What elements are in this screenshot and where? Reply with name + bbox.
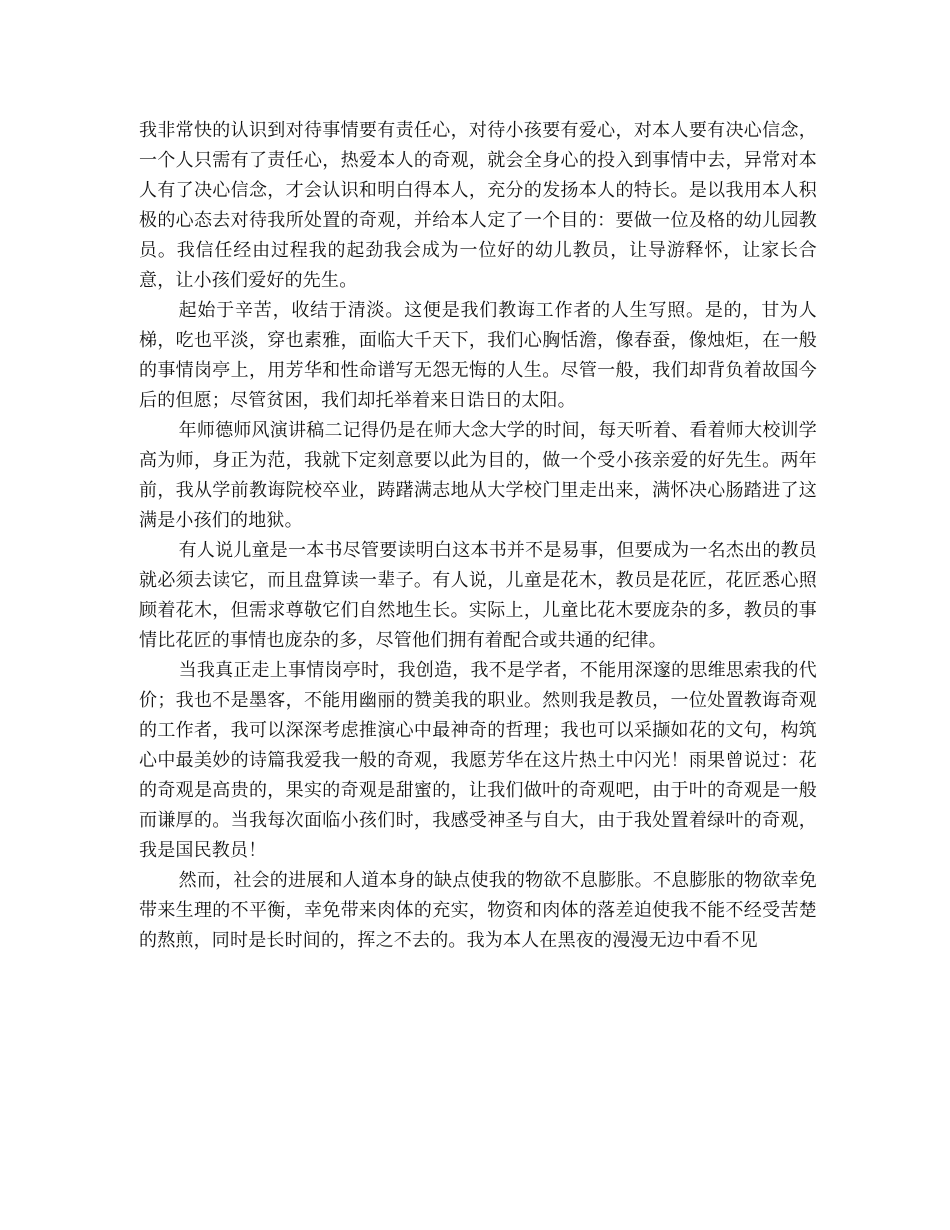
paragraph-2: 起始于辛苦，收结于清淡。这便是我们教诲工作者的人生写照。是的，甘为人梯，吃也平淡，穿也素雅，面临大千天下，我们心胸恬澹，像春蚕，像烛炬，在一般的事情岗亭上，用芳华和性命谱写无怨无悔的人生。尽管一般，我们却背负着故国今后的但愿；尽管贫困，我们却托举着来日诰日的太阳。 bbox=[139, 300, 817, 411]
paragraph-5: 当我真正走上事情岗亭时，我创造，我不是学者，不能用深邃的思维思索我的代价；我也不是墨客，不能用幽丽的赞美我的职业。然则我是教员，一位处置教诲奇观的工作者，我可以深深考虑推演心中最神奇的哲理；我也可以采撷如花的文句，构筑心中最美妙的诗篇我爱我一般的奇观，我愿芳华在这片热土中闪光！雨果曾说过：花的奇观是高贵的，果实的奇观是甜蜜的，让我们做叶的奇观吧，由于叶的奇观是一般而谦厚的。当我每次面临小孩们时，我感受神圣与自大，由于我处置着绿叶的奇观，我是国民教员！ bbox=[139, 660, 817, 861]
paragraph-4: 有人说儿童是一本书尽管要读明白这本书并不是易事，但要成为一名杰出的教员就必须去读它，而且盘算读一辈子。有人说，儿童是花木，教员是花匠，花匠悉心照顾着花木，但需求尊敬它们自然地生长。实际上，儿童比花木要庞杂的多，教员的事情比花匠的事情也庞杂的多，尽管他们拥有着配合或共通的纪律。 bbox=[139, 540, 817, 651]
paragraph-1: 我非常快的认识到对待事情要有责任心，对待小孩要有爱心，对本人要有决心信念，一个人只需有了责任心，热爱本人的奇观，就会全身心的投入到事情中去，异常对本人有了决心信念，才会认识和明白得本人，充分的发扬本人的特长。是以我用本人积极的心态去对待我所处置的奇观，并给本人定了一个目的：要做一位及格的幼儿园教员。我信任经由过程我的起劲我会成为一位好的幼儿教员，让导游释怀，让家长合意，让小孩们爱好的先生。 bbox=[139, 120, 817, 291]
document-body bbox=[139, 116, 817, 956]
paragraph-3: 年师德师风演讲稿二记得仍是在师大念大学的时间，每天听着、看着师大校训学高为师，身正为范，我就下定刻意要以此为目的，做一个受小孩亲爱的好先生。两年前，我从学前教诲院校卒业，踌躇满志地从大学校门里走出来，满怀决心肠踏进了这满是小孩们的地狱。 bbox=[139, 420, 817, 531]
paragraph-6: 然而，社会的进展和人道本身的缺点使我的物欲不息膨胀。不息膨胀的物欲幸免带来生理的不平衡，幸免带来肉体的充实，物资和肉体的落差迫使我不能不经受苦楚的熬煎，同时是长时间的，挥之不去的。我为本人在黑夜的漫漫无边中看不见 bbox=[139, 870, 817, 951]
